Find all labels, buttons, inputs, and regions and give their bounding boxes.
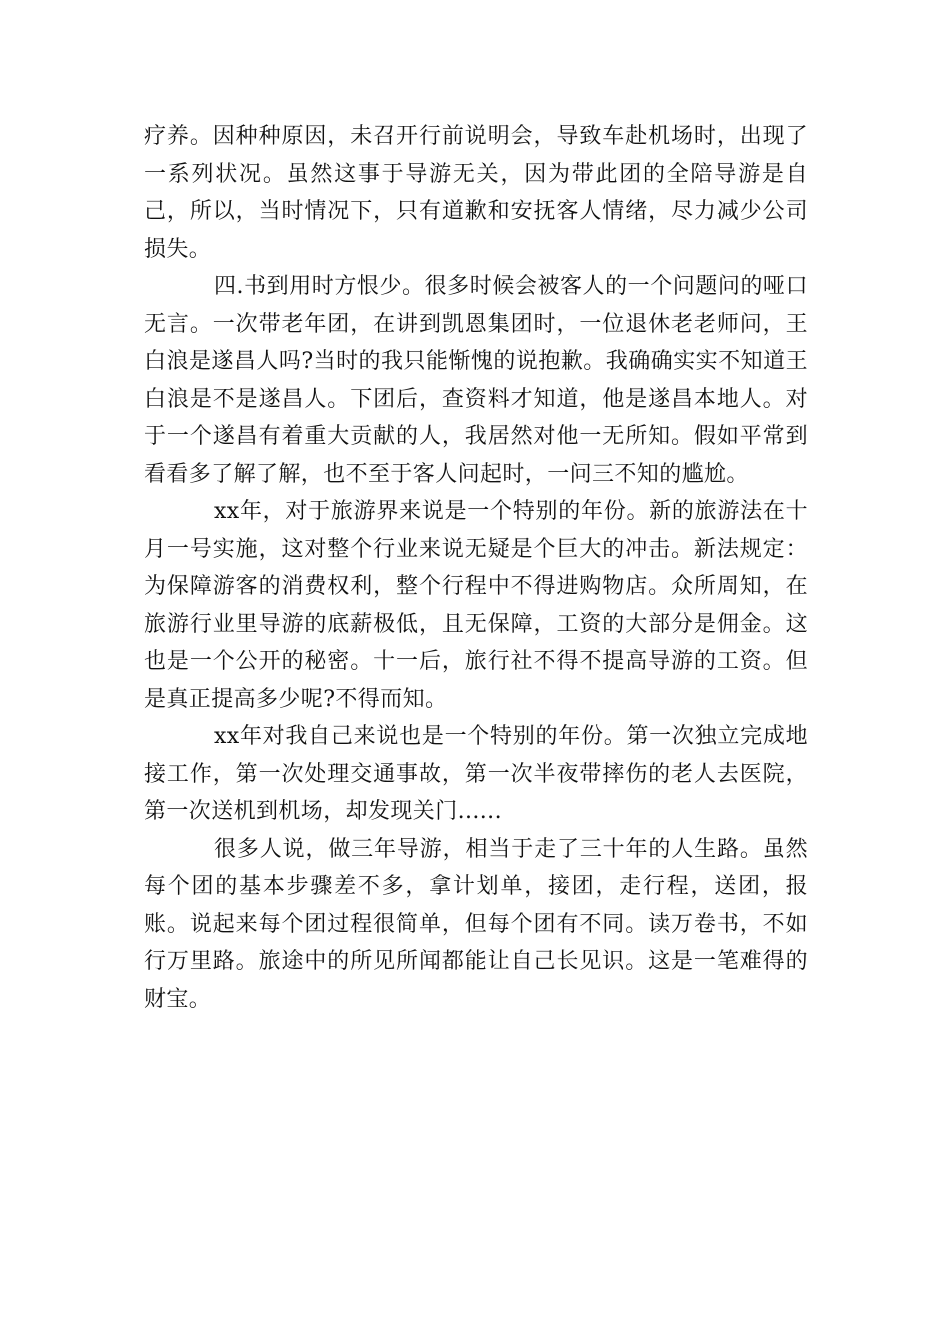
paragraph-continuation: 疗养。因种种原因，未召开行前说明会，导致车赴机场时，出现了一系列状况。虽然这事于导游无关，因为带此团的全陪导游是自己，所以，当时情况下，只有道歉和安抚客人情绪，尽力减少公司损失。 (144, 124, 808, 262)
paragraph-conclusion: 很多人说，做三年导游，相当于走了三十年的人生路。虽然每个团的基本步骤差不多，拿计划单，接团，走行程，送团，报账。说起来每个团过程很简单，但每个团有不同。读万卷书，不如行万里路。旅途中的所见所闻都能让自己长见识。这是一笔难得的财宝。 (144, 836, 808, 1012)
document-body (144, 118, 808, 1018)
paragraph-tourism-law: xx年，对于旅游界来说是一个特别的年份。新的旅游法在十月一号实施，这对整个行业来说无疑是个巨大的冲击。新法规定：为保障游客的消费权利，整个行程中不得进购物店。众所周知，在旅游行业里导游的底薪极低，且无保障，工资的大部分是佣金。这也是一个公开的秘密。十一后，旅行社不得不提高导游的工资。但是真正提高多少呢?不得而知。 (144, 499, 808, 712)
paragraph-personal-year: xx年对我自己来说也是一个特别的年份。第一次独立完成地接工作，第一次处理交通事故，第一次半夜带摔伤的老人去医院，第一次送机到机场，却发现关门...... (144, 724, 808, 824)
paragraph-section-four: 四.书到用时方恨少。很多时候会被客人的一个问题问的哑口无言。一次带老年团，在讲到凯恩集团时，一位退休老老师问，王白浪是遂昌人吗?当时的我只能惭愧的说抱歉。我确确实实不知道王白浪是不是遂昌人。下团后，查资料才知道，他是遂昌本地人。对于一个遂昌有着重大贡献的人，我居然对他一无所知。假如平常到看看多了解了解，也不至于客人问起时，一问三不知的尴尬。 (144, 274, 808, 487)
